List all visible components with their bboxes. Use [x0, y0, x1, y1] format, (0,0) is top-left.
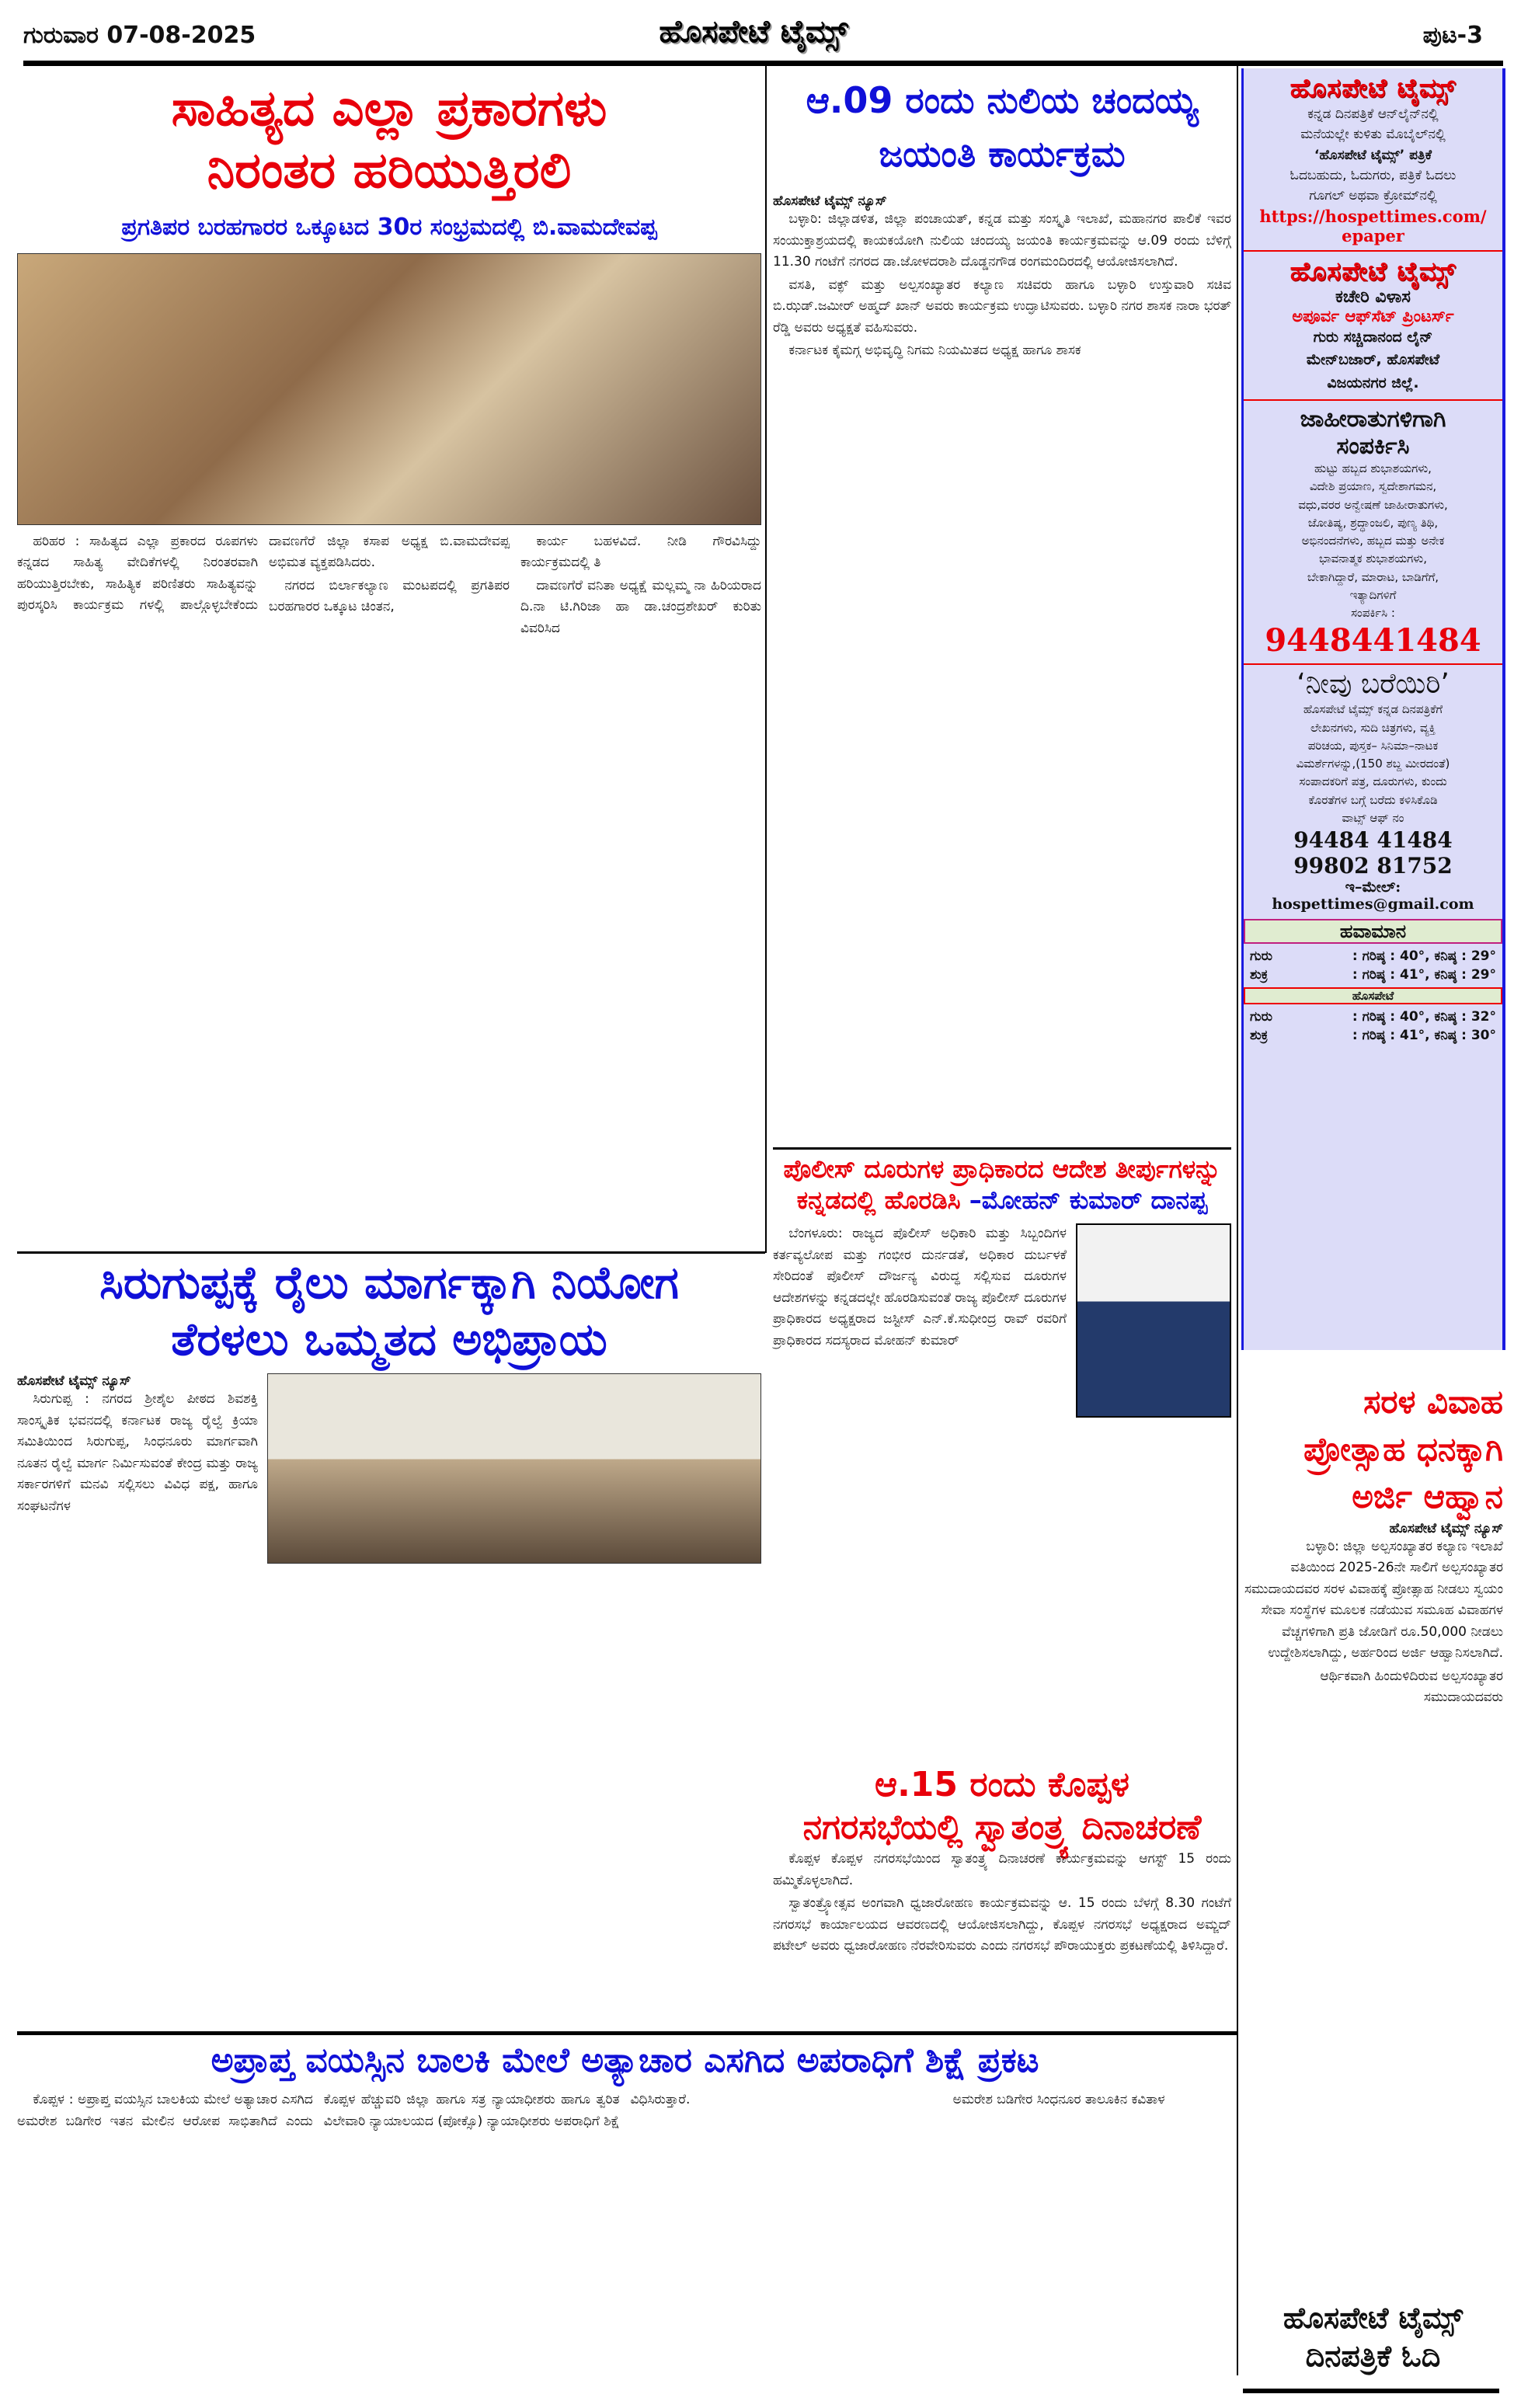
promo-line: ದಿನಪತ್ರಿಕೆ ಓದಿ: [1305, 2339, 1441, 2374]
article-pocso-verdict: [17, 2039, 1233, 2385]
headline-line: ತೆರಳಲು ಒಮ್ಮತದ ಅಭಿಪ್ರಾಯ: [171, 1312, 607, 1366]
event-photo: [17, 253, 761, 525]
address-line: ಗುರು ಸಚ್ಚಿದಾನಂದ ಲೈನ್: [1313, 328, 1433, 346]
article-body: [17, 1389, 258, 1517]
email-label: ಇ–ಮೇಲ್:: [1345, 879, 1401, 896]
weather-temps: : ಗರಿಷ್ಠ : 41°, ಕನಿಷ್ಠ : 29°: [1352, 967, 1496, 983]
epaper-url-suffix[interactable]: epaper: [1342, 225, 1404, 245]
headline: [773, 1763, 1231, 1849]
headline-line: ನಗರಸಭೆಯಲ್ಲಿ ಸ್ವಾತಂತ್ರ್ಯ ದಿನಾಚರಣೆ: [802, 1808, 1202, 1847]
weather-section: [1244, 919, 1502, 1045]
paragraph: ನಗರದ ಬಿರ್ಲಾಕಲ್ಯಾಣ ಮಂಟಪದಲ್ಲಿ ಪ್ರಗತಿಪರ ಬರಹಗಾರರ ಒಕ್ಕೂಟ ಚಿಂತನ,: [269, 577, 510, 615]
weather-row: [1244, 1007, 1502, 1026]
headline-line: ಪ್ರೋತ್ಸಾಹ ಧನಕ್ಕಾಗಿ: [1303, 1429, 1503, 1468]
article-body: [773, 209, 1231, 362]
text-line: ಗೂಗಲ್ ಅಥವಾ ಕ್ರೋಮ್‌ನಲ್ಲಿ: [1309, 188, 1437, 204]
text-line: ವಿದೇಶಿ ಪ್ರಯಾಣ, ಸ್ವದೇಶಾಗಮನ,: [1309, 479, 1437, 494]
text-line: ಅಭಿನಂದನೆಗಳು, ಹಬ್ಬದ ಮತ್ತು ಅನೇಕ: [1301, 534, 1445, 548]
article-independence-day: [773, 1763, 1231, 1959]
sidebar-info-box: [1241, 68, 1505, 1350]
article-body: [17, 2090, 1233, 2385]
ads-section: [1244, 401, 1502, 665]
office-section: [1244, 252, 1502, 401]
ads-title: ಸಂಪರ್ಕಿಸಿ: [1336, 433, 1410, 461]
text-line: ಕೊರತೆಗಳ ಬಗ್ಗೆ ಬರೆದು ಕಳಿಸಿಕೊಡಿ: [1308, 792, 1438, 807]
text-line: ಓದಬಹುದು, ಓದುಗರು, ಪತ್ರಿಕೆ ಓದಲು: [1290, 168, 1457, 184]
weather-row: [1244, 966, 1502, 984]
headline: [773, 74, 1231, 181]
weather-temps: : ಗರಿಷ್ಠ : 41°, ಕನಿಷ್ಠ : 30°: [1352, 1028, 1496, 1044]
byline: ಹೊಸಪೇಟೆ ಟೈಮ್ಸ್ ನ್ಯೂಸ್: [17, 1373, 131, 1389]
subheadline: ಪ್ರಗತಿಪರ ಬರಹಗಾರರ ಒಕ್ಕೂಟದ 30ರ ಸಂಭ್ರಮದಲ್ಲಿ ಬಿ.ವಾಮದೇವಪ್ಪ: [121, 214, 657, 241]
brand-logo: ಹೊಸಪೇಟೆ ಟೈಮ್ಸ್: [1290, 73, 1457, 104]
weather-day: ಗುರು: [1250, 1009, 1273, 1025]
headline: [773, 1154, 1231, 1216]
headline-line: ನಿರಂತರ ಹರಿಯುತ್ತಿರಲಿ: [207, 142, 572, 200]
text-line: ಪರಿಚಯ, ಪುಸ್ತಕ– ಸಿನಿಮಾ–ನಾಟಕ: [1307, 738, 1439, 753]
paragraph: ದಾವಣಗೆರೆ ವನಿತಾ ಅಧ್ಯಕ್ಷೆ ಮಲ್ಲಮ್ಮ ನಾ ಹಿರಿಯರಾದ ದಿ.ನಾ ಟಿ.ಗಿರಿಜಾ ಹಾ ಡಾ.ಚಂದ್ರಶೇಖರ್ ಕುರಿತು ವಿವರಿಸಿದ: [520, 577, 761, 636]
weather-day: ಗುರು: [1250, 948, 1273, 965]
divider: [17, 1251, 765, 1254]
printer-name: ಅಪೂರ್ವ ಆಫ್‌ಸೆಟ್ ಪ್ರಿಂಟರ್ಸ್: [1292, 306, 1454, 325]
headline-line: ಆ.09 ರಂದು ನುಲಿಯ ಚಂದಯ್ಯ: [806, 79, 1199, 121]
write-title: ‘ನೀವು ಬರೆಯಿರಿ’: [1296, 668, 1450, 701]
ads-phone: 9448441484: [1265, 622, 1481, 659]
epaper-text: [1250, 104, 1496, 207]
meeting-photo: [267, 1373, 761, 1564]
weather-title: ಹವಾಮಾನ: [1244, 919, 1502, 944]
text-line: ಭಾವನಾತ್ಮಕ ಶುಭಾಶಯಗಳು,: [1319, 552, 1427, 566]
address-line: ವಿಜಯನಗರ ಜಿಲ್ಲೆ.: [1327, 374, 1419, 391]
weather-day: ಶುಕ್ರ: [1250, 1028, 1269, 1044]
divider: [773, 1147, 1231, 1150]
text-line: ಸಂಪಾದಕರಿಗೆ ಪತ್ರ, ದೂರುಗಳು, ಕುಂದು: [1299, 774, 1447, 789]
paragraph: ಕಾರ್ಯ ಬಹಳವಿದೆ. ನೀಡಿ ಗೌರವಿಸಿದ್ದು ಕಾರ್ಯಕ್ರಮದಲ್ಲಿ ತಿ: [520, 533, 761, 571]
text-line: ವಿಮರ್ಶೆಗಳನ್ನು,(150 ಶಬ್ದ ಮೀರದಂತೆ): [1296, 757, 1450, 771]
headline-line: ಆ.15 ರಂದು ಕೊಪ್ಪಳ: [875, 1765, 1129, 1804]
weather-city: ಹೊಸಪೇಟೆ: [1244, 987, 1502, 1004]
text-line: ಕನ್ನಡ ದಿನಪತ್ರಿಕೆ ಆನ್‌ಲೈನ್‌ನಲ್ಲಿ: [1307, 106, 1439, 122]
headline-line: ಅರ್ಜಿ ಆಹ್ವಾನ: [1352, 1477, 1503, 1515]
paragraph: ಅಮರೇಶ ಬಡಿಗೇರ ಸಿಂಧನೂರ ತಾಲೂಕಿನ ಕವಿತಾಳ: [952, 2092, 1165, 2107]
epaper-link[interactable]: [1250, 207, 1496, 245]
article-literature: [17, 78, 761, 1192]
weather-day: ಶುಕ್ರ: [1250, 967, 1269, 983]
article-police-complaints: [773, 1154, 1231, 1418]
paragraph: ಬಳ್ಳಾರಿ: ಜಿಲ್ಲಾಡಳಿತ, ಜಿಲ್ಲಾ ಪಂಚಾಯತ್, ಕನ್ನಡ ಮತ್ತು ಸಂಸ್ಕೃತಿ ಇಲಾಖೆ, ಮಹಾನಗರ ಪಾಲಿಕೆ ಇವರ ಸಂಯುಕ್ತಾಶ್ರಯದಲ್ಲಿ ಕಾಯಕಯೋಗಿ ನುಲಿಯ ಚಂದಯ್ಯ ಜಯಂತಿ ಕಾರ್ಯಕ್ರಮವನ್ನು ಆ.09 ರಂದು ಬೆಳಿಗ್ಗೆ 11.30 ಗಂಟೆಗೆ ನಗರದ ಡಾ.ಜೋಳದರಾಶಿ ದೊಡ್ಡನಗೌಡ ರಂಗಮಂದಿರದಲ್ಲಿ ಆಯೋಜಿಸಲಾಗಿದೆ.: [773, 211, 1231, 270]
paragraph: ಬಳ್ಳಾರಿ: ಜಿಲ್ಲಾ ಅಲ್ಪಸಂಖ್ಯಾತರ ಕಲ್ಯಾಣ ಇಲಾಖೆ ವತಿಯಿಂದ 2025-26ನೇ ಸಾಲಿಗೆ ಅಲ್ಪಸಂಖ್ಯಾತರ ಸಮುದಾಯದವರ ಸರಳ ವಿವಾಹಕ್ಕೆ ಪ್ರೋತ್ಸಾಹ ನೀಡಲು ಸ್ವಯಂ ಸೇವಾ ಸಂಸ್ಥೆಗಳ ಮೂಲಕ ನಡೆಯುವ ಸಮೂಹ ವಿವಾಹಗಳ ವೆಚ್ಚಗಳಿಗಾಗಿ ಪ್ರತಿ ಜೋಡಿಗೆ ರೂ.50,000 ನೀಡಲು ಉದ್ದೇಶಿಸಲಾಗಿದ್ದು, ಅರ್ಹರಿಂದ ಅರ್ಜಿ ಆಹ್ವಾನಿಸಲಾಗಿದೆ.: [1244, 1538, 1503, 1662]
issue-date: ಗುರುವಾರ 07-08-2025: [23, 22, 256, 49]
headline-quote-author: –ಮೋಹನ್ ಕುಮಾರ್ ದಾನಪ್ಪ: [969, 1185, 1208, 1215]
byline: ಹೊಸಪೇಟೆ ಟೈಮ್ಸ್ ನ್ಯೂಸ್: [773, 193, 887, 209]
headline: ಅಪ್ರಾಪ್ತ ವಯಸ್ಸಿನ ಬಾಲಕಿ ಮೇಲೆ ಅತ್ಯಾಚಾರ ಎಸಗಿದ ಅಪರಾಧಿಗೆ ಶಿಕ್ಷೆ ಪ್ರಕಟ: [211, 2041, 1039, 2080]
headline: [17, 78, 761, 202]
page-number: ಪುಟ-3: [1422, 22, 1483, 49]
masthead-logo: ಹೊಸಪೇಟೆ ಟೈಮ್ಸ್: [659, 14, 848, 50]
text-line: ಬೇಕಾಗಿದ್ದಾರೆ, ಮಾರಾಟ, ಬಾಡಿಗೆಗೆ,: [1307, 569, 1439, 584]
paragraph: ಕರ್ನಾಟಕ ಕೈಮಗ್ಗ ಅಭಿವೃದ್ಧಿ ನಿಗಮ ನಿಯಮಿತದ ಅಧ್ಯಕ್ಷ ಹಾಗೂ ಶಾಸಕ: [788, 343, 1081, 359]
article-body: [17, 531, 761, 1192]
text-line: ಹುಟ್ಟು ಹಬ್ಬದ ಶುಭಾಶಯಗಳು,: [1314, 461, 1432, 476]
email-address[interactable]: hospettimes@gmail.com: [1272, 896, 1474, 913]
text-line: ವಾಟ್ಸ್ ಆಫ್ ನಂ: [1342, 810, 1404, 825]
weather-row: [1244, 1026, 1502, 1045]
article-nuliya-chandayya: [773, 74, 1231, 364]
article-body: [773, 1223, 1067, 1418]
weather-temps: : ಗರಿಷ್ಠ : 40°, ಕನಿಷ್ಠ : 29°: [1352, 948, 1496, 965]
portrait-photo: [1076, 1223, 1231, 1418]
headline-line: ಕನ್ನಡದಲ್ಲಿ ಹೊರಡಿಸಿ: [796, 1185, 961, 1215]
byline: ಹೊಸಪೇಟೆ ಟೈಮ್ಸ್ ನ್ಯೂಸ್: [1389, 1520, 1503, 1536]
paragraph: ಸಿರುಗುಪ್ಪ : ನಗರದ ಶ್ರೀಶೈಲ ಪೀಠದ ಶಿವಶಕ್ತಿ ಸಾಂಸ್ಕೃತಿಕ ಭವನದಲ್ಲಿ ಕರ್ನಾಟಕ ರಾಜ್ಯ ರೈಲ್ವೆ ಕ್ರಿಯಾ ಸಮಿತಿಯಿಂದ ಸಿರುಗುಪ್ಪ, ಸಿಂಧನೂರು ಮಾರ್ಗವಾಗಿ ನೂತನ ರೈಲ್ವೆ ಮಾರ್ಗ ನಿರ್ಮಿಸುವಂತೆ ಕೇಂದ್ರ ಮತ್ತು ರಾಜ್ಯ ಸರ್ಕಾರಗಳಿಗೆ ಮನವಿ ಸಲ್ಲಿಸಲು ವಿವಿಧ ಪಕ್ಷ, ಹಾಗೂ ಸಂಘಟನೆಗಳ: [17, 1391, 258, 1514]
text-line: ಇತ್ಯಾದಿಗಳಿಗೆ: [1349, 587, 1397, 602]
article-marriage-incentive: [1243, 1379, 1503, 1710]
headline-line: ಸಾಹಿತ್ಯದ ಎಲ್ಲಾ ಪ್ರಕಾರಗಳು: [171, 80, 607, 137]
ads-title: ಜಾಹೀರಾತುಗಳಿಗಾಗಿ: [1300, 405, 1446, 433]
column-divider: [1237, 61, 1238, 2375]
text-line: ಲೇಖನಗಳು, ಸುದಿ ಚಿತ್ರಗಳು, ವ್ಯಕ್ತಿ: [1310, 720, 1436, 735]
headline-line: ಸಿರುಗುಪ್ಪಕ್ಕೆ ರೈಲು ಮಾರ್ಗಕ್ಕಾಗಿ ನಿಯೋಗ: [99, 1256, 679, 1309]
headline-line: ಪೊಲೀಸ್ ದೂರುಗಳ ಪ್ರಾಧಿಕಾರದ ಆದೇಶ ತೀರ್ಪುಗಳನ್ನು: [783, 1154, 1221, 1184]
headline: [1243, 1379, 1503, 1521]
paragraph: ವಸತಿ, ವಕ್ಫ್ ಮತ್ತು ಅಲ್ಪಸಂಖ್ಯಾತರ ಕಲ್ಯಾಣ ಸಚಿವರು ಹಾಗೂ ಬಳ್ಳಾರಿ ಉಸ್ತುವಾರಿ ಸಚಿವ ಬಿ.ಝಡ್.ಜಮೀರ್ ಅಹ್ಮದ್ ಖಾನ್ ಅವರು ಕಾರ್ಯಕ್ರಮ ಉದ್ಘಾಟಿಸುವರು. ಬಳ್ಳಾರಿ ನಗರ ಶಾಸಕ ನಾರಾ ಭರತ್ ರೆಡ್ಡಿ ಅವರು ಅಧ್ಯಕ್ಷತೆ ವಹಿಸುವರು.: [773, 277, 1231, 336]
paragraph: ಹರಿಹರ : ಸಾಹಿತ್ಯದ ಎಲ್ಲಾ ಪ್ರಕಾರದ ರೂಪಗಳು ಕನ್ನಡದ ಸಾಹಿತ್ಯ ವೇದಿಕೆಗಳಲ್ಲಿ ನಿರಂತರವಾಗಿ ಹರಿಯುತ್ತಿರಬೇಕು, ಸಾಹಿತ್ಯಿಕ ಪರಿಣಿತರು ಸಾಹಿತ್ಯವನ್ನು ಪುರಸ್ಕರಿಸಿ ಕಾರ್ಯಕ್ರಮ ಗಳಲ್ಲಿ ಪಾಲ್ಗೊಳ್ಳಬೇಕೆಂದು ದಾವಣಗೆರೆ ಜಿಲ್ಲಾ ಕಸಾಪ ಅಧ್ಯಕ್ಷ ಬಿ.ವಾಮದೇವಪ್ಪ ಅಭಿಮತ ವ್ಯಕ್ತಪಡಿಸಿದರು.: [17, 533, 510, 614]
paragraph: ಕೊಪ್ಪಳ : ಅಪ್ರಾಪ್ತ ವಯಸ್ಸಿನ ಬಾಲಕಿಯ ಮೇಲೆ ಅತ್ಯಾಚಾರ ಎಸಗಿದ ಅಮರೇಶ ಬಡಿಗೇರ ಇತನ ಮೇಲಿನ ಆರೋಪ ಸಾಭಿತಾಗಿದೆ ಎಂದು ಕೊಪ್ಪಳ ಹೆಚ್ಚುವರಿ ಜಿಲ್ಲಾ ಹಾಗೂ ಸತ್ರ ನ್ಯಾಯಾಧೀಶರು ಹಾಗೂ ತ್ವರಿತ ವಿಲೇವಾರಿ ನ್ಯಾಯಾಲಯದ (ಪೋಕ್ಸೊ) ನ್ಯಾಯಾಧೀಶರು ಅಪರಾಧಿಗೆ ಶಿಕ್ಷೆ ವಿಧಿಸಿರುತ್ತಾರೆ.: [17, 2092, 691, 2129]
paragraph: ಆರ್ಥಿಕವಾಗಿ ಹಿಂದುಳಿದಿರುವ ಅಲ್ಪಸಂಖ್ಯಾತರ ಸಮುದಾಯದವರು: [1320, 1668, 1503, 1706]
text-line: ಜೋತಿಷ್ಯ, ಶ್ರದ್ಧಾಂಜಲಿ, ಪುಣ್ಯ ತಿಥಿ,: [1307, 515, 1439, 530]
text-line: ಸಂಪರ್ಕಿಸಿ :: [1351, 606, 1395, 621]
weather-temps: : ಗರಿಷ್ಠ : 40°, ಕನಿಷ್ಠ : 32°: [1352, 1009, 1496, 1025]
divider: [17, 2031, 1237, 2035]
headline-line: ಸರಳ ವಿವಾಹ: [1363, 1383, 1503, 1421]
paragraph: ಬೆಂಗಳೂರು: ರಾಜ್ಯದ ಪೊಲೀಸ್ ಅಧಿಕಾರಿ ಮತ್ತು ಸಿಬ್ಬಂದಿಗಳ ಕರ್ತವ್ಯಲೋಪ ಮತ್ತು ಗಂಭೀರ ದುರ್ನಡತೆ, ಅಧಿಕಾರ ದುರ್ಬಳಕೆ ಸೇರಿದಂತೆ ಪೊಲೀಸ್ ದೌರ್ಜನ್ಯ ವಿರುದ್ಧ ಸಲ್ಲಿಸುವ ದೂರುಗಳ ಆದೇಶಗಳನ್ನು ಕನ್ನಡದಲ್ಲೇ ಹೊರಡಿಸುವಂತೆ ರಾಜ್ಯ ಪೊಲೀಸ್ ದೂರುಗಳ ಪ್ರಾಧಿಕಾರದ ಅಧ್ಯಕ್ಷರಾದ ಜಸ್ಟೀಸ್ ಎನ್.ಕೆ.ಸುಧೀಂದ್ರ ರಾವ್ ರವರಿಗೆ ಪ್ರಾಧಿಕಾರದ ಸದಸ್ಯರಾದ ಮೋಹನ್ ಕುಮಾರ್: [773, 1226, 1067, 1348]
paragraph: ಕೊಪ್ಪಳ ಕೊಪ್ಪಳ ನಗರಸಭೆಯಿಂದ ಸ್ವಾತಂತ್ರ್ಯ ದಿನಾಚರಣೆ ಕಾರ್ಯಕ್ರಮವನ್ನು ಆಗಸ್ಟ್ 15 ರಂದು ಹಮ್ಮಿಕೊಳ್ಳಲಾಗಿದೆ.: [773, 1851, 1231, 1888]
whatsapp-number: 94484 41484: [1293, 827, 1453, 854]
article-body: [773, 1849, 1231, 1957]
text-line: ವಧು,ವರರ ಅನ್ವೇಷಣೆ ಜಾಹೀರಾತುಗಳು,: [1298, 497, 1448, 512]
address-line: ಮೇನ್‌ಬಜಾರ್, ಹೊಸಪೇಟೆ: [1306, 351, 1440, 369]
column-divider: [765, 61, 767, 1253]
article-body: [1243, 1536, 1503, 1709]
write-to-us-section: [1244, 665, 1502, 916]
headline: [17, 1254, 761, 1367]
brand-logo: ಹೊಸಪೇಟೆ ಟೈಮ್ಸ್: [1290, 256, 1457, 287]
text-line: ಮನೆಯಲ್ಲೇ ಕುಳಿತು ಮೊಬೈಲ್‌ನಲ್ಲಿ: [1300, 127, 1446, 143]
epaper-section: [1244, 68, 1502, 252]
promo-line: ಹೊಸಪೇಟೆ ಟೈಮ್ಸ್: [1283, 2301, 1464, 2335]
paragraph: ಸ್ವಾತಂತ್ರ್ಯೋತ್ಸವ ಅಂಗವಾಗಿ ಧ್ವಜಾರೋಹಣ ಕಾರ್ಯಕ್ರಮವನ್ನು ಆ. 15 ರಂದು ಬೆಳಗ್ಗೆ 8.30 ಗಂಟೆಗೆ ನಗರಸಭೆ ಕಾರ್ಯಾಲಯದ ಆವರಣದಲ್ಲಿ ಆಯೋಜಿಸಲಾಗಿದ್ದು, ಕೊಪ್ಪಳ ನಗರಸಭೆ ಅಧ್ಯಕ್ಷರಾದ ಅಮ್ಜದ್ ಪಟೇಲ್ ಅವರು ಧ್ವಜಾರೋಹಣ ನೆರವೇರಿಸುವರು ಎಂದು ನಗರಸಭೆ ಪೌರಾಯುಕ್ತರು ಪ್ರಕಟಣೆಯಲ್ಲಿ ತಿಳಿಸಿದ್ದಾರೆ.: [773, 1895, 1231, 1954]
top-rule: [23, 61, 1503, 66]
weather-row: [1244, 947, 1502, 966]
article-siruguppa-railway: [17, 1254, 761, 1564]
footer-promo: [1243, 2299, 1503, 2376]
text-line: ‘ಹೊಸಪೇಟೆ ಟೈಮ್ಸ್’ ಪತ್ರಿಕೆ: [1314, 147, 1432, 163]
bottom-rule: [1243, 2389, 1499, 2393]
office-label: ಕಚೇರಿ ವಿಳಾಸ: [1335, 287, 1411, 307]
text-line: ಹೊಸಪೇಟೆ ಟೈಮ್ಸ್ ಕನ್ನಡ ದಿನಪತ್ರಿಕೆಗೆ: [1303, 702, 1443, 717]
epaper-url[interactable]: https://hospettimes.com/: [1259, 206, 1487, 226]
headline-line: ಜಯಂತಿ ಕಾರ್ಯಕ್ರಮ: [879, 133, 1126, 175]
whatsapp-number: 99802 81752: [1293, 853, 1453, 879]
